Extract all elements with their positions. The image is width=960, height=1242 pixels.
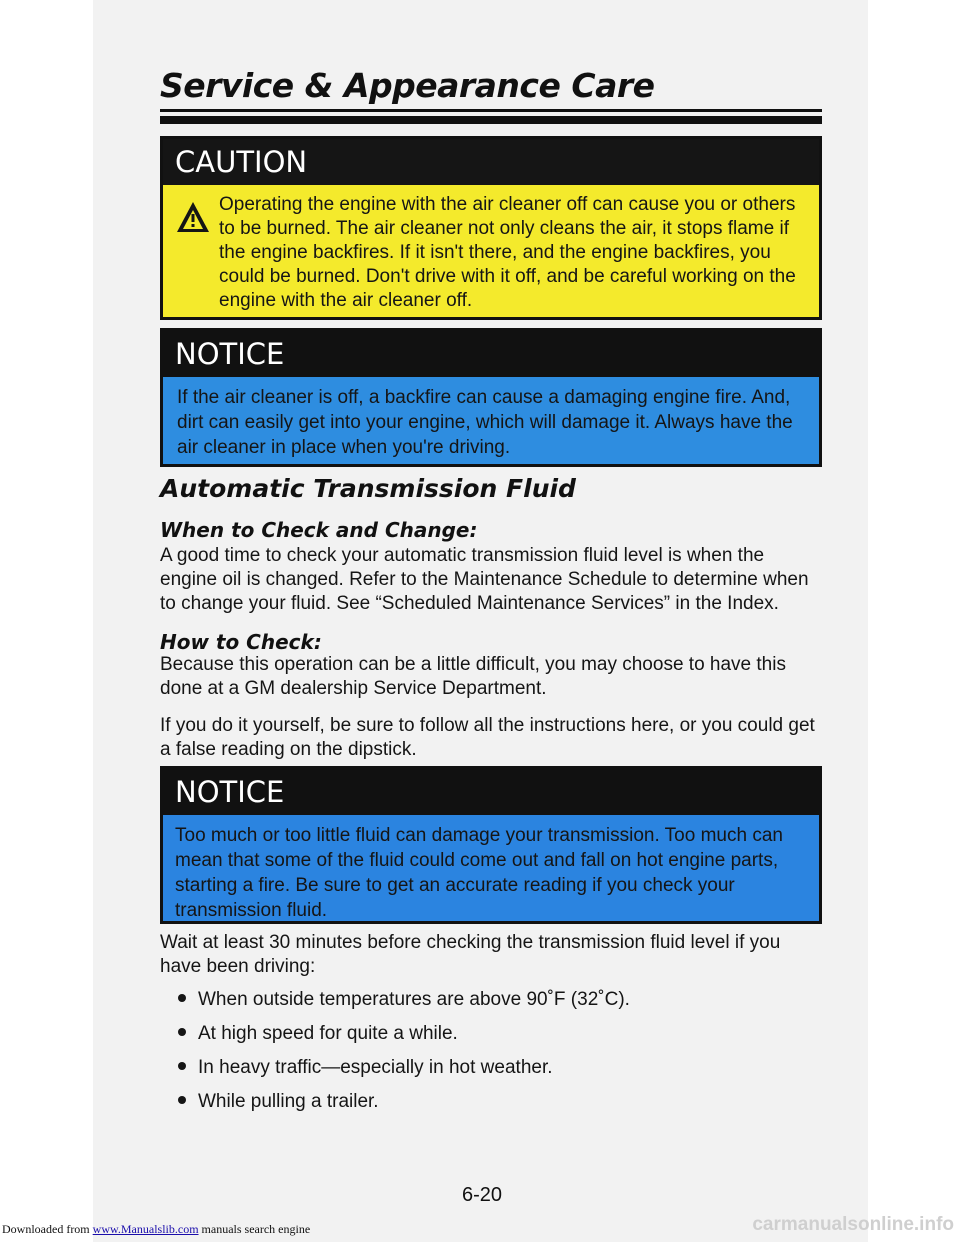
caution-heading: CAUTION — [163, 139, 819, 185]
footer-suffix: manuals search engine — [198, 1222, 311, 1236]
section-heading: Automatic Transmission Fluid — [160, 474, 576, 503]
bullet-icon — [178, 1028, 186, 1036]
list-item: In heavy traffic—especially in hot weather. — [178, 1056, 818, 1080]
page-title: Service & Appearance Care — [160, 66, 655, 105]
paragraph-when: A good time to check your automatic transmission fluid level is when the engine oil is changed. Refer to the Maintenance Schedule to determine when to change your fluid. See “Scheduled Maintenance Services” in the Index. — [160, 545, 809, 614]
notice-box-fluid — [160, 766, 822, 924]
bullet-icon — [178, 1096, 186, 1104]
watermark: carmanualsonline.info — [752, 1214, 954, 1235]
page-number: 6-20 — [462, 1184, 503, 1206]
caution-text: Operating the engine with the air cleaner off can cause you or others to be burned. The air cleaner not only cleans the air, it stops flame if the engine backfires. If it isn't there, and the engine backfires, you could be burned. Don't drive with it off, and be careful working on the engine with the air cleaner off. — [219, 194, 796, 311]
notice-text: Too much or too little fluid can damage your transmission. Too much can mean that some of the fluid could come out and fall on hot engine parts, starting a fire. Be sure to get an accurate reading if you check your transmission fluid. — [175, 825, 783, 921]
title-rule-thin — [160, 109, 822, 112]
paragraph-how-2: If you do it yourself, be sure to follow all the instructions here, or you could get a false reading on the dipstick. — [160, 715, 815, 760]
title-rule-thick — [160, 116, 822, 124]
list-item: When outside temperatures are above 90˚F (32˚C). — [178, 988, 818, 1012]
paragraph-wait: Wait at least 30 minutes before checking the transmission fluid level if you have been driving: — [160, 932, 781, 977]
subheading-when: When to Check and Change: — [160, 518, 478, 542]
list-item: While pulling a trailer. — [178, 1090, 818, 1114]
footer-prefix: Downloaded from — [2, 1222, 93, 1236]
bullet-icon — [178, 1062, 186, 1070]
manualslib-link[interactable]: www.Manualslib.com — [92, 1222, 199, 1236]
paragraph-how-1: Because this operation can be a little difficult, you may choose to have this done at a GM dealership Service Department. — [160, 654, 786, 699]
warning-triangle-icon — [176, 201, 210, 233]
notice-box-air-cleaner — [160, 328, 822, 467]
notice-heading: NOTICE — [163, 331, 819, 377]
notice-text: If the air cleaner is off, a backfire can cause a damaging engine fire. And, dirt can easily get into your engine, which will damage it. Always have the air cleaner in place when you're driving. — [177, 387, 793, 458]
list-item: At high speed for quite a while. — [178, 1022, 818, 1046]
bullet-icon — [178, 994, 186, 1002]
caution-box — [160, 136, 822, 320]
notice-heading: NOTICE — [163, 769, 819, 815]
subheading-how: How to Check: — [160, 630, 322, 654]
download-footer — [2, 1222, 310, 1237]
